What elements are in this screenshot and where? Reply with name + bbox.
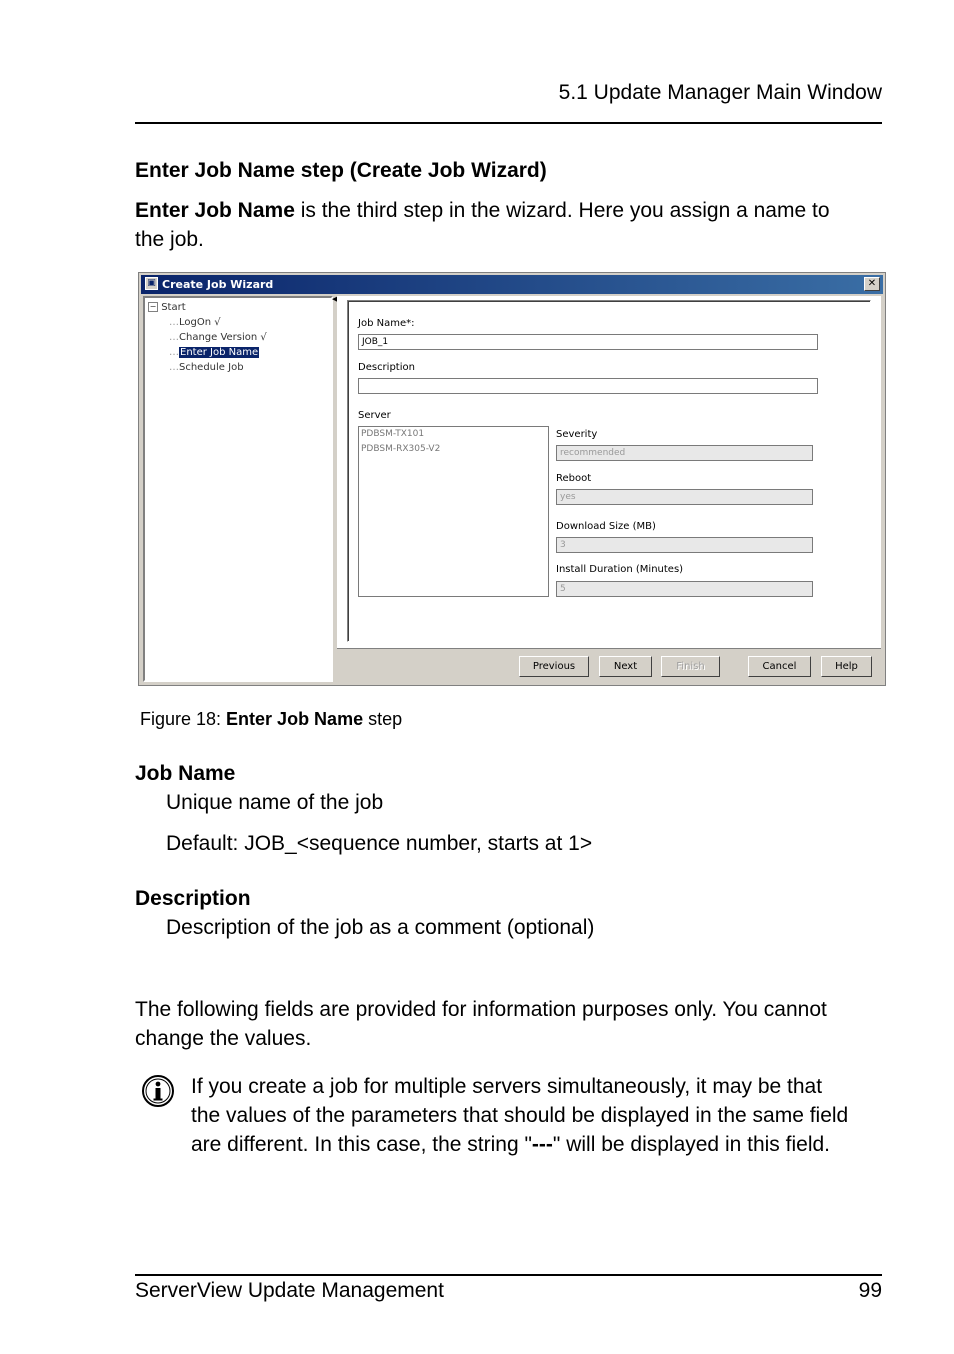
app-icon: ▣ — [145, 277, 158, 290]
help-button[interactable]: Help — [821, 656, 872, 677]
tree-item-enter-job-name[interactable] — [169, 345, 259, 360]
note-dashes: --- — [531, 1133, 553, 1156]
intro-text: is the third step in the wizard. Here you assign a name to — [294, 199, 830, 222]
server-list[interactable] — [358, 426, 549, 597]
create-job-wizard-window — [138, 272, 886, 686]
severity-field: recommended — [556, 445, 813, 461]
reboot-field: yes — [556, 489, 813, 505]
tree-item-schedule-job[interactable] — [169, 360, 244, 375]
header-rule — [135, 122, 882, 124]
caption-suffix: step — [363, 709, 403, 729]
cancel-button[interactable]: Cancel — [748, 656, 811, 677]
tree-root[interactable] — [148, 300, 186, 315]
note-line-3-pre: are different. In this case, the string " — [191, 1133, 532, 1156]
severity-label: Severity — [556, 429, 598, 440]
info-icon — [141, 1074, 175, 1108]
page-number: 99 — [858, 1279, 882, 1302]
note-line-1: If you create a job for multiple servers simultaneously, it may be that — [191, 1075, 823, 1098]
term-description: Description — [135, 887, 251, 910]
intro-line-2: the job. — [135, 228, 204, 251]
install-duration-field: 5 — [556, 581, 813, 597]
server-item[interactable]: PDBSM-TX101 — [361, 429, 425, 439]
job-name-input[interactable]: JOB_1 — [358, 334, 818, 350]
intro-line-1 — [135, 196, 830, 225]
note-line-3-post: " will be displayed in this field. — [552, 1133, 830, 1156]
tree-item-label: Schedule Job — [179, 362, 244, 373]
desc-description: Description of the job as a comment (optional) — [166, 916, 595, 939]
form-panel — [347, 300, 871, 642]
window-title: Create Job Wizard — [162, 278, 274, 291]
info-para-line-2: change the values. — [135, 1027, 312, 1050]
download-size-field: 3 — [556, 537, 813, 553]
tree-connector: … — [169, 362, 179, 373]
install-duration-label: Install Duration (Minutes) — [556, 564, 684, 575]
section-heading: Enter Job Name step (Create Job Wizard) — [135, 159, 547, 182]
download-size-label: Download Size (MB) — [556, 521, 656, 532]
term-job-name: Job Name — [135, 762, 236, 785]
previous-button[interactable]: Previous — [519, 656, 589, 677]
footer-title: ServerView Update Management — [135, 1279, 444, 1302]
collapse-arrow-icon: ◀ — [332, 295, 338, 303]
tree-item-change-version[interactable] — [169, 330, 267, 345]
tree-item-label: Change Version √ — [179, 332, 267, 343]
tree-item-label: LogOn √ — [179, 317, 221, 328]
collapse-icon: − — [149, 302, 157, 311]
description-label: Description — [358, 362, 415, 373]
desc-job-name: Unique name of the job — [166, 791, 384, 814]
server-label: Server — [358, 410, 391, 421]
tree-connector: … — [169, 347, 179, 358]
info-para-line-1: The following fields are provided for information purposes only. You cannot — [135, 998, 827, 1021]
close-icon: ✕ — [867, 278, 877, 289]
tree-connector: … — [169, 317, 179, 328]
close-button[interactable] — [864, 277, 880, 291]
job-name-label: Job Name*: — [358, 318, 415, 329]
note-line-3 — [191, 1130, 830, 1159]
figure-caption — [140, 706, 402, 732]
server-item[interactable]: PDBSM-RX305-V2 — [361, 444, 441, 454]
wizard-steps-tree — [143, 296, 333, 682]
running-header: 5.1 Update Manager Main Window — [558, 81, 882, 104]
description-input[interactable] — [358, 378, 818, 394]
tree-connector: … — [169, 332, 179, 343]
content-pane — [337, 296, 881, 649]
caption-bold: Enter Job Name — [226, 709, 364, 729]
next-button[interactable]: Next — [599, 656, 652, 677]
intro-bold: Enter Job Name — [135, 199, 295, 222]
reboot-label: Reboot — [556, 473, 592, 484]
default-job-name: Default: JOB_<sequence number, starts at 1> — [166, 832, 593, 855]
tree-item-logon[interactable] — [169, 315, 221, 330]
finish-button[interactable]: Finish — [661, 656, 720, 677]
tree-root-label: Start — [161, 302, 186, 313]
note-line-2: the values of the parameters that should be displayed in the same field — [191, 1104, 849, 1127]
tree-item-label-selected: Enter Job Name — [180, 347, 259, 358]
caption-prefix: Figure 18: — [140, 709, 227, 729]
title-bar — [141, 275, 883, 294]
